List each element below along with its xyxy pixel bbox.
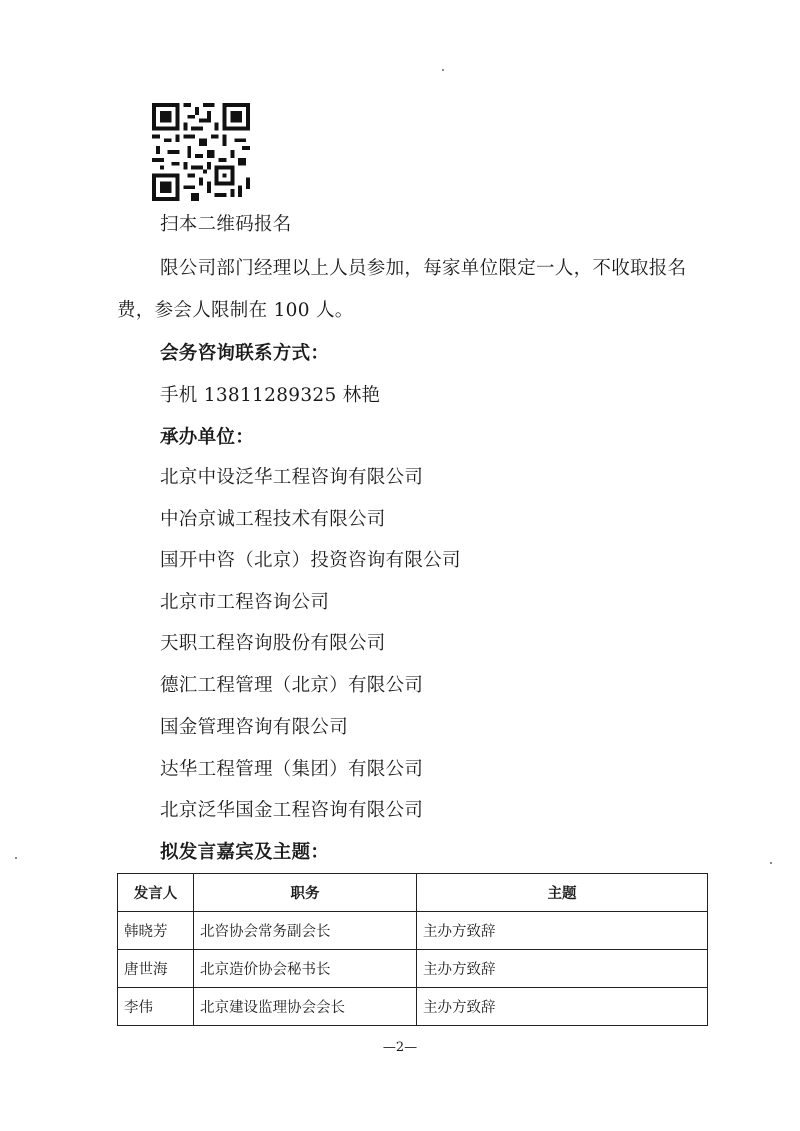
speakers-table xyxy=(117,873,708,1026)
organizer-item: 天职工程咨询股份有限公司 xyxy=(160,633,386,654)
organizer-item: 德汇工程管理（北京）有限公司 xyxy=(160,675,424,696)
organizer-item: 北京泛华国金工程咨询有限公司 xyxy=(160,800,424,821)
column-header: 发言人 xyxy=(118,874,194,912)
table-row xyxy=(118,988,708,1026)
table-header-row xyxy=(118,874,708,912)
contact-heading: 会务咨询联系方式： xyxy=(160,343,330,364)
speaker-title: 北京造价协会秘书长 xyxy=(194,950,417,988)
speaker-topic: 主办方致辞 xyxy=(417,912,708,950)
notice-line-1: 限公司部门经理以上人员参加，每家单位限定一人，不收取报名 xyxy=(160,258,687,279)
column-header: 主题 xyxy=(417,874,708,912)
organizers-heading: 承办单位： xyxy=(160,427,255,448)
qr-caption: 扫本二维码报名 xyxy=(160,214,292,235)
registration-qr-code[interactable] xyxy=(152,103,250,201)
contact-line: 手机 13811289325 林艳 xyxy=(160,385,381,406)
table-row xyxy=(118,912,708,950)
page-number: —2— xyxy=(382,1040,418,1055)
scan-speck xyxy=(770,862,772,864)
speaker-title: 北咨协会常务副会长 xyxy=(194,912,417,950)
organizer-item: 国开中咨（北京）投资咨询有限公司 xyxy=(160,550,461,571)
speaker-name: 唐世海 xyxy=(118,950,194,988)
scan-speck xyxy=(442,69,444,71)
organizer-item: 中冶京诚工程技术有限公司 xyxy=(160,509,386,530)
speaker-topic: 主办方致辞 xyxy=(417,950,708,988)
speaker-topic: 主办方致辞 xyxy=(417,988,708,1026)
organizer-item: 北京市工程咨询公司 xyxy=(160,592,330,613)
speaker-title: 北京建设监理协会会长 xyxy=(194,988,417,1026)
organizer-item: 达华工程管理（集团）有限公司 xyxy=(160,759,424,780)
organizer-item: 国金管理咨询有限公司 xyxy=(160,717,349,738)
speakers-heading: 拟发言嘉宾及主题： xyxy=(160,842,330,863)
speaker-name: 李伟 xyxy=(118,988,194,1026)
table-row xyxy=(118,950,708,988)
speaker-name: 韩晓芳 xyxy=(118,912,194,950)
notice-line-2: 费，参会人限制在 100 人。 xyxy=(117,300,354,321)
column-header: 职务 xyxy=(194,874,417,912)
organizer-item: 北京中设泛华工程咨询有限公司 xyxy=(160,467,424,488)
scan-speck xyxy=(15,857,17,859)
